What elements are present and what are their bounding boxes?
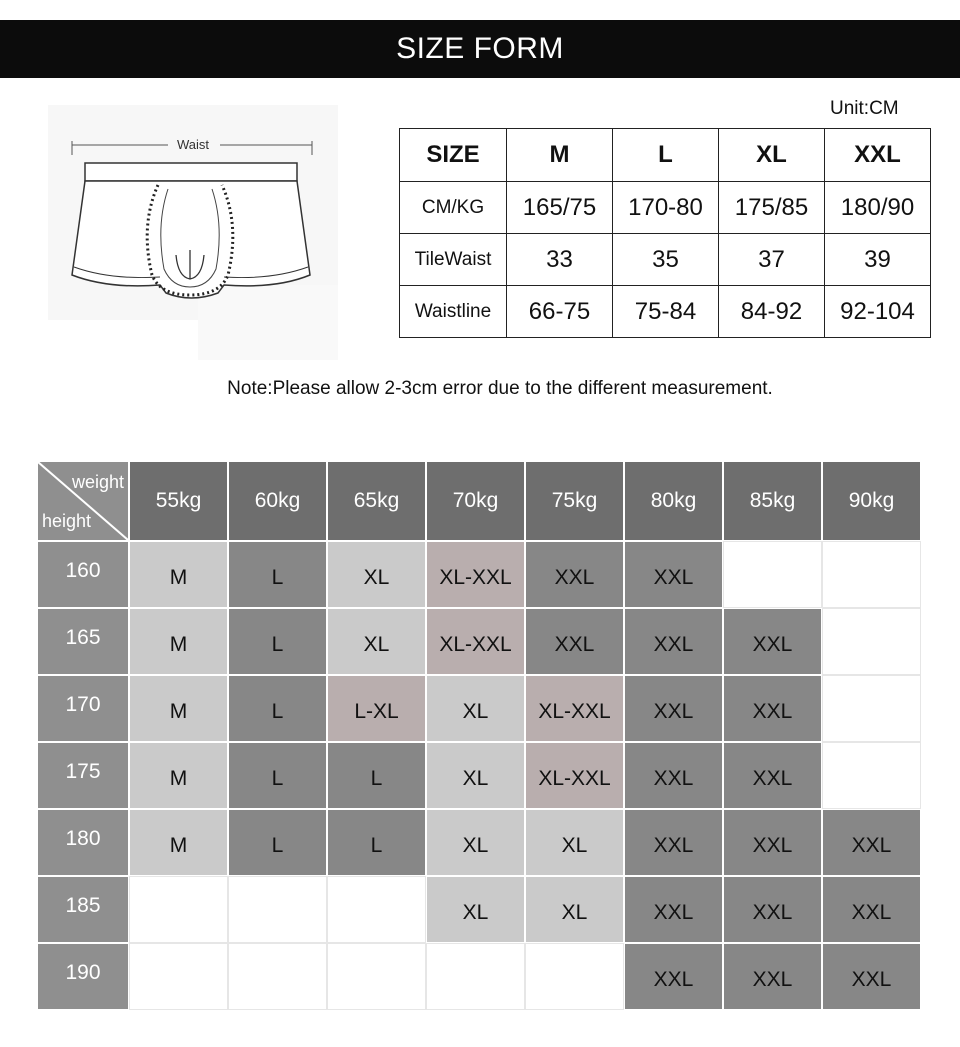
size-cell: XL bbox=[427, 743, 524, 808]
size-table-cell: 35 bbox=[613, 234, 719, 286]
size-cell: XL bbox=[328, 609, 425, 674]
weight-header: 70kg bbox=[427, 462, 524, 540]
size-cell: XL-XXL bbox=[427, 609, 524, 674]
size-table-row-label: CM/KG bbox=[400, 182, 507, 234]
size-cell: L bbox=[229, 609, 326, 674]
size-cell: XXL bbox=[625, 810, 722, 875]
size-table-row-label: Waistline bbox=[400, 286, 507, 338]
size-cell: M bbox=[130, 676, 227, 741]
height-header: 160 bbox=[38, 542, 128, 607]
size-table-cell: 66-75 bbox=[507, 286, 613, 338]
size-cell: XXL bbox=[724, 877, 821, 942]
size-cell: XXL bbox=[724, 944, 821, 1009]
weight-header: 65kg bbox=[328, 462, 425, 540]
size-cell bbox=[823, 542, 920, 607]
size-cell: L bbox=[229, 810, 326, 875]
size-table-cell: 165/75 bbox=[507, 182, 613, 234]
size-cell: M bbox=[130, 743, 227, 808]
size-cell: XL bbox=[328, 542, 425, 607]
size-cell: XXL bbox=[526, 542, 623, 607]
size-cell bbox=[823, 609, 920, 674]
size-table-header-cell: XXL bbox=[825, 129, 931, 182]
weight-header: 75kg bbox=[526, 462, 623, 540]
size-table-cell: 92-104 bbox=[825, 286, 931, 338]
size-table-header-cell: XL bbox=[719, 129, 825, 182]
height-header: 170 bbox=[38, 676, 128, 741]
size-table-cell: 37 bbox=[719, 234, 825, 286]
weight-header: 80kg bbox=[625, 462, 722, 540]
size-cell: L-XL bbox=[328, 676, 425, 741]
size-cell: L bbox=[229, 542, 326, 607]
size-cell: XL bbox=[427, 877, 524, 942]
size-cell: XL-XXL bbox=[526, 676, 623, 741]
size-cell bbox=[229, 944, 326, 1009]
size-cell: M bbox=[130, 542, 227, 607]
unit-label: Unit:CM bbox=[830, 98, 899, 119]
size-cell: XXL bbox=[823, 810, 920, 875]
size-table-cell: 39 bbox=[825, 234, 931, 286]
size-cell: XL-XXL bbox=[526, 743, 623, 808]
size-table bbox=[399, 128, 931, 338]
size-cell: XXL bbox=[625, 676, 722, 741]
size-table-cell: 170-80 bbox=[613, 182, 719, 234]
height-header: 175 bbox=[38, 743, 128, 808]
size-cell: L bbox=[229, 676, 326, 741]
size-cell: XXL bbox=[823, 944, 920, 1009]
size-cell: XXL bbox=[625, 609, 722, 674]
size-table-cell: 175/85 bbox=[719, 182, 825, 234]
size-cell: XXL bbox=[625, 542, 722, 607]
corner-height-label: height bbox=[42, 511, 92, 531]
size-table-cell: 33 bbox=[507, 234, 613, 286]
underwear-diagram bbox=[48, 105, 338, 360]
size-cell bbox=[328, 944, 425, 1009]
size-cell: XXL bbox=[526, 609, 623, 674]
size-cell bbox=[526, 944, 623, 1009]
size-cell: XXL bbox=[823, 877, 920, 942]
size-cell: XXL bbox=[724, 743, 821, 808]
weight-header: 60kg bbox=[229, 462, 326, 540]
size-table-row bbox=[400, 234, 931, 286]
size-cell bbox=[724, 542, 821, 607]
size-cell: M bbox=[130, 609, 227, 674]
size-cell: L bbox=[229, 743, 326, 808]
size-table-cell: 75-84 bbox=[613, 286, 719, 338]
height-header: 180 bbox=[38, 810, 128, 875]
size-table-header-cell: SIZE bbox=[400, 129, 507, 182]
height-header: 190 bbox=[38, 944, 128, 1009]
size-cell bbox=[130, 877, 227, 942]
height-header: 185 bbox=[38, 877, 128, 942]
size-table-header-cell: M bbox=[507, 129, 613, 182]
size-table-row-label: TileWaist bbox=[400, 234, 507, 286]
size-cell: XL bbox=[427, 676, 524, 741]
page-title: SIZE FORM bbox=[0, 20, 960, 78]
size-cell bbox=[427, 944, 524, 1009]
waist-label: Waist bbox=[176, 137, 210, 152]
size-cell: XXL bbox=[625, 877, 722, 942]
corner-weight-label: weight bbox=[71, 472, 124, 492]
corner-header bbox=[38, 462, 128, 540]
size-cell bbox=[823, 676, 920, 741]
size-cell: L bbox=[328, 810, 425, 875]
size-cell bbox=[229, 877, 326, 942]
weight-header: 55kg bbox=[130, 462, 227, 540]
size-cell: XL bbox=[526, 877, 623, 942]
height-header: 165 bbox=[38, 609, 128, 674]
size-cell: XL bbox=[427, 810, 524, 875]
size-cell: XXL bbox=[724, 810, 821, 875]
size-cell: XXL bbox=[625, 743, 722, 808]
size-cell: XL bbox=[526, 810, 623, 875]
size-table-header-cell: L bbox=[613, 129, 719, 182]
weight-header: 85kg bbox=[724, 462, 821, 540]
size-cell: XXL bbox=[724, 676, 821, 741]
size-table-row bbox=[400, 182, 931, 234]
size-cell: L bbox=[328, 743, 425, 808]
measurement-note: Note:Please allow 2-3cm error due to the different measurement. bbox=[227, 378, 773, 399]
size-table-cell: 84-92 bbox=[719, 286, 825, 338]
size-cell: XL-XXL bbox=[427, 542, 524, 607]
size-cell: XXL bbox=[724, 609, 821, 674]
size-cell bbox=[823, 743, 920, 808]
size-table-header-row bbox=[400, 129, 931, 182]
size-table-row bbox=[400, 286, 931, 338]
size-chart-grid bbox=[38, 462, 922, 1010]
size-cell bbox=[130, 944, 227, 1009]
weight-header: 90kg bbox=[823, 462, 920, 540]
size-cell: M bbox=[130, 810, 227, 875]
size-table-cell: 180/90 bbox=[825, 182, 931, 234]
size-cell: XXL bbox=[625, 944, 722, 1009]
size-cell bbox=[328, 877, 425, 942]
